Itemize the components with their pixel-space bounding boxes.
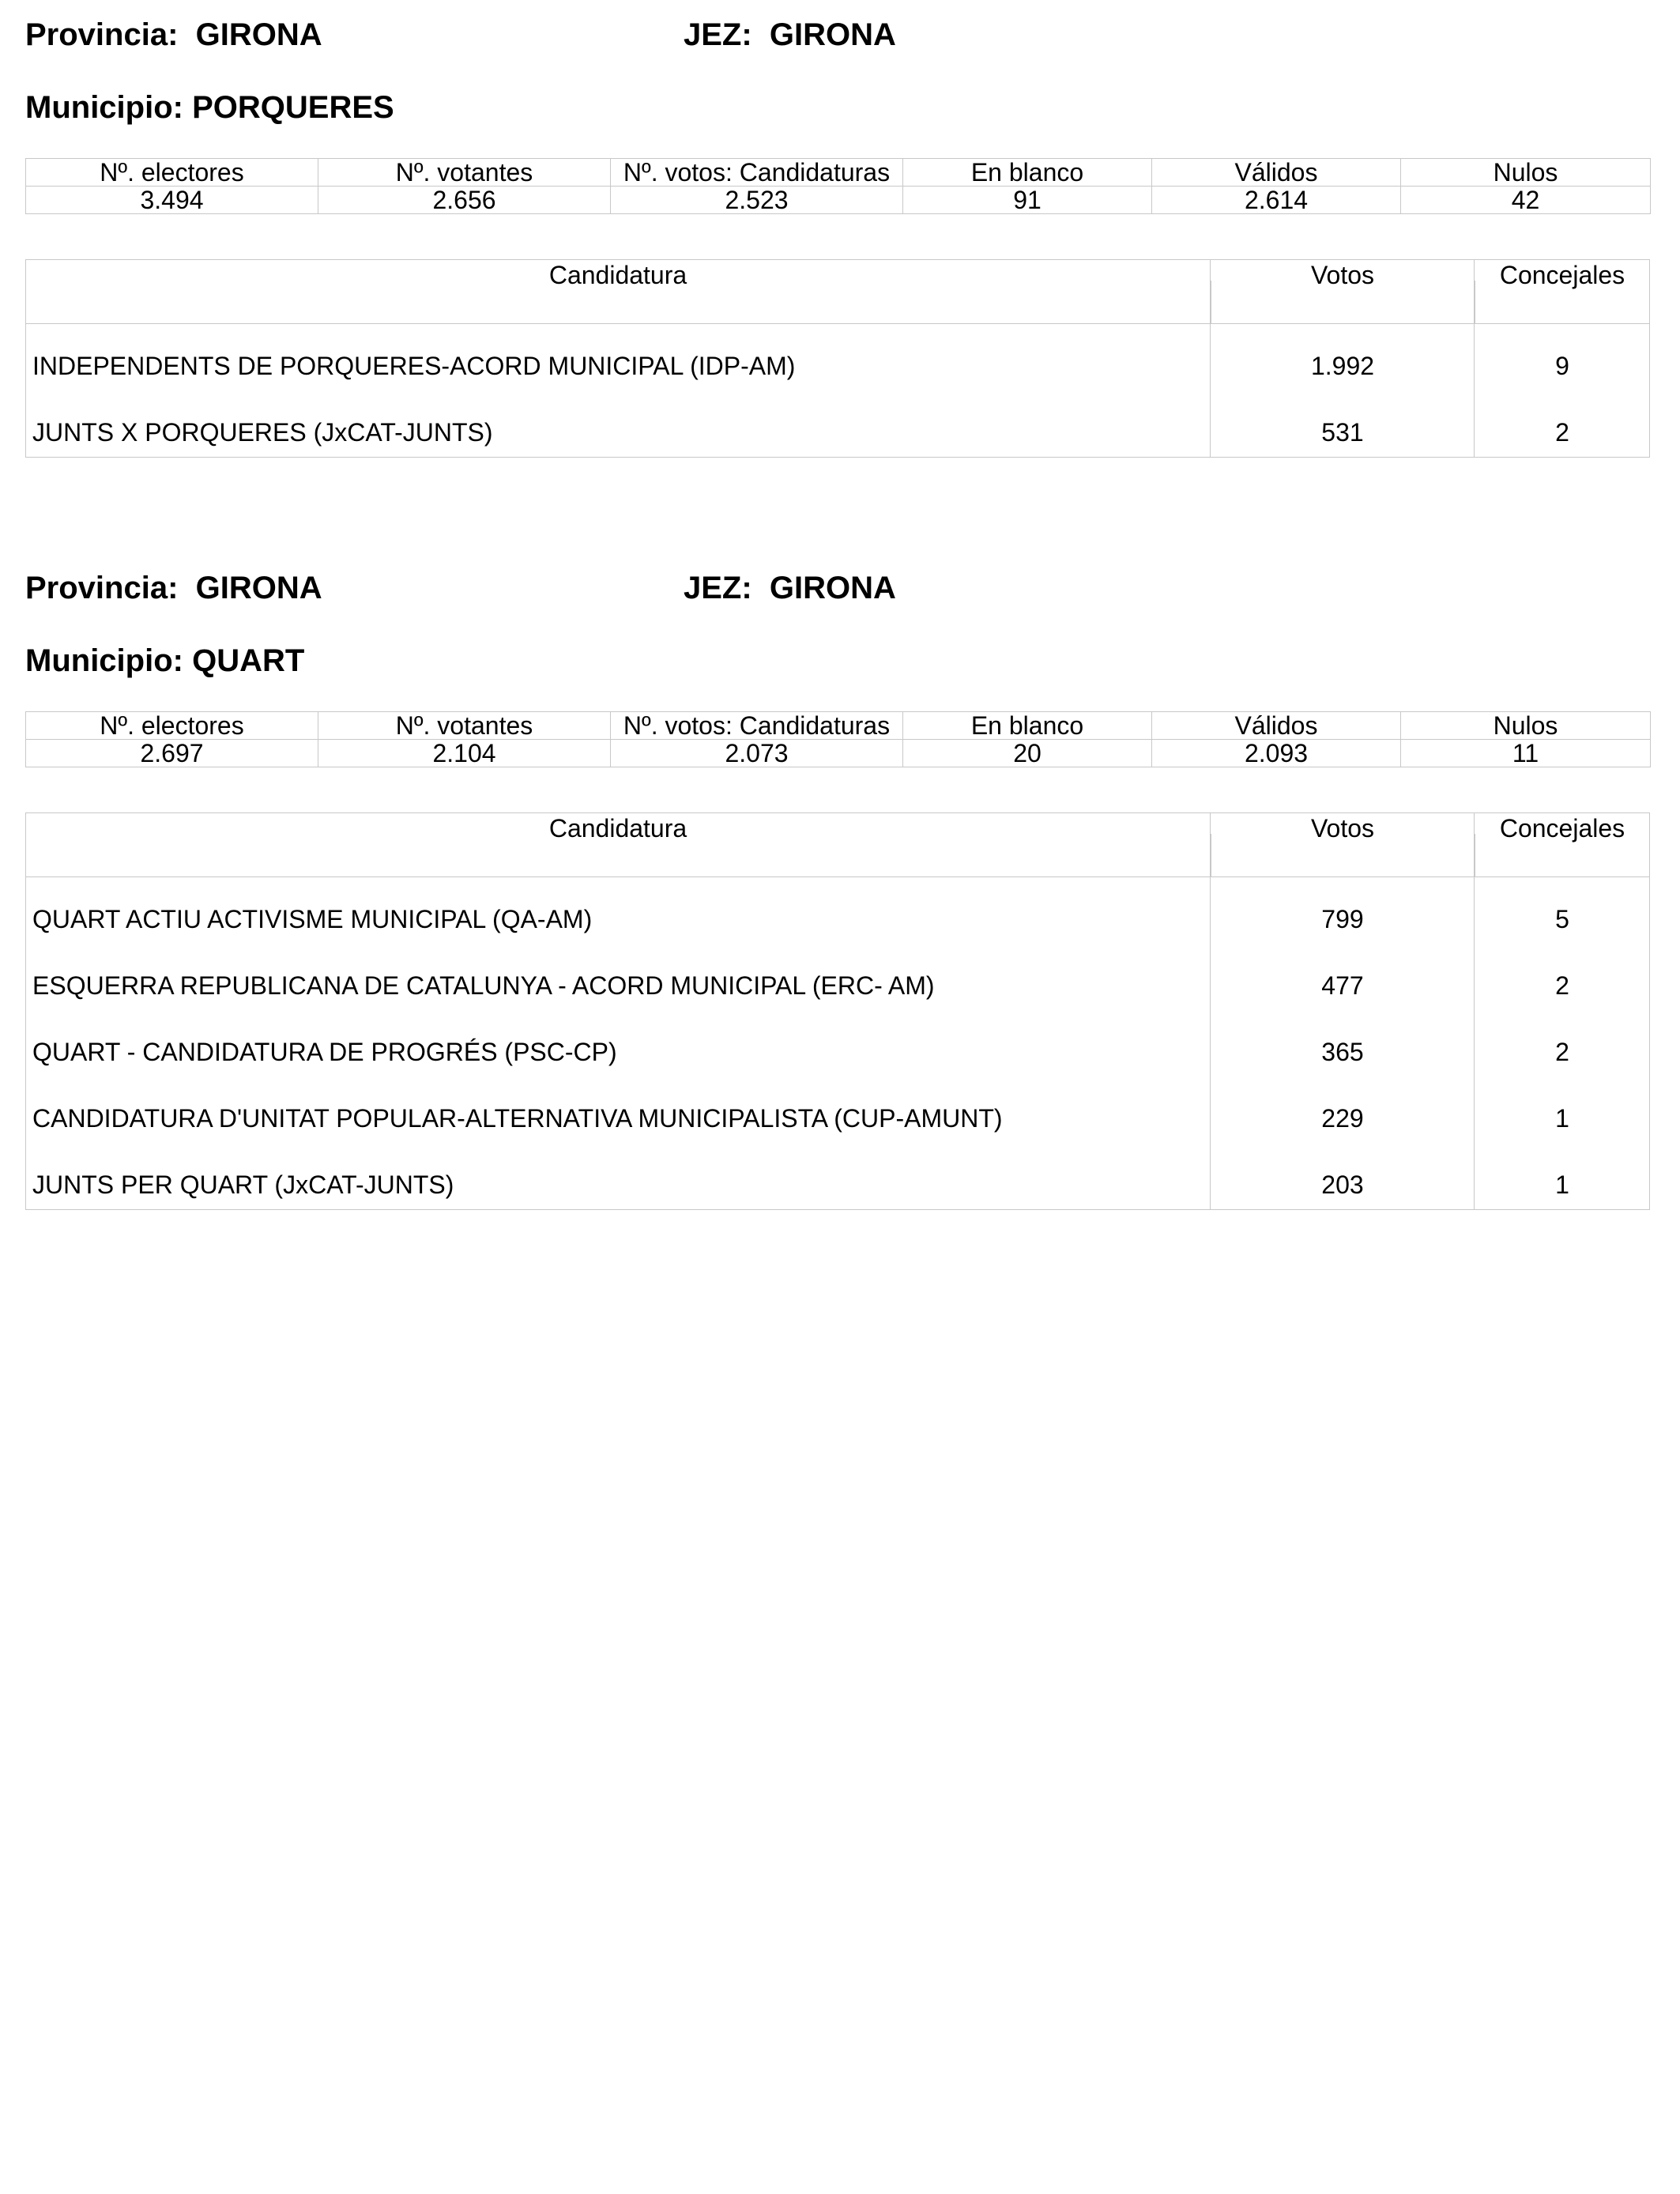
candidatura-votos: 229: [1321, 1104, 1364, 1133]
jez-line: [684, 16, 896, 54]
candidaturas-body: [26, 887, 1649, 1209]
candidaturas-table: [25, 812, 1650, 1210]
jez-label: JEZ:: [684, 571, 752, 605]
stats-header-cell: Nº. electores: [26, 159, 318, 187]
candidaturas-table: [25, 259, 1650, 458]
table-row: [26, 887, 1649, 953]
candidatura-votos: 531: [1321, 418, 1364, 447]
municipio-value: QUART: [192, 643, 305, 678]
stats-table: [25, 711, 1651, 767]
municipio-line: [25, 89, 394, 126]
jez-value: GIRONA: [769, 571, 896, 605]
table-row: [26, 1086, 1649, 1152]
municipio-label: Municipio:: [25, 643, 183, 678]
candidaturas-body: [26, 334, 1649, 457]
stats-header-cell: Nº. votos: Candidaturas: [611, 159, 903, 187]
provincia-line: [25, 569, 322, 607]
stats-header-cell: Válidos: [1152, 159, 1401, 187]
candidatura-name: INDEPENDENTS DE PORQUERES-ACORD MUNICIPAL (IDP-AM): [32, 352, 796, 380]
candidaturas-header: [26, 260, 1649, 324]
stats-value-cell: 91: [903, 187, 1152, 214]
stats-header-cell: Nº. votantes: [318, 159, 611, 187]
provincia-label: Provincia:: [25, 571, 179, 605]
jez-value: GIRONA: [769, 17, 896, 52]
candidaturas-header: [26, 813, 1649, 877]
stats-header-cell: Nº. votos: Candidaturas: [611, 712, 903, 740]
stats-header-cell: En blanco: [903, 712, 1152, 740]
candidatura-votos: 1.992: [1310, 352, 1375, 380]
table-row: [26, 953, 1649, 1020]
candidatura-concejales: 1: [1555, 1104, 1569, 1133]
jez-label: JEZ:: [684, 17, 752, 52]
stats-header-row: [26, 159, 1651, 187]
header-candidatura: Candidatura: [548, 814, 687, 843]
candidatura-votos: 203: [1321, 1171, 1364, 1199]
stats-value-cell: 2.104: [318, 740, 611, 767]
municipio-line: [25, 642, 304, 680]
candidatura-concejales: 1: [1555, 1171, 1569, 1199]
candidatura-name: CANDIDATURA D'UNITAT POPULAR-ALTERNATIVA MUNICIPALISTA (CUP-AMUNT): [32, 1104, 1003, 1133]
table-row: [26, 400, 1649, 457]
table-row: [26, 1020, 1649, 1086]
candidatura-concejales: 2: [1555, 1038, 1569, 1066]
stats-value-cell: 2.697: [26, 740, 318, 767]
candidatura-votos: 477: [1321, 971, 1364, 1000]
stats-value-cell: 2.523: [611, 187, 903, 214]
header-candidatura: Candidatura: [548, 261, 687, 289]
candidatura-votos: 799: [1321, 905, 1364, 933]
stats-header-cell: Nº. votantes: [318, 712, 611, 740]
candidatura-concejales: 2: [1555, 418, 1569, 447]
candidatura-name: ESQUERRA REPUBLICANA DE CATALUNYA - ACORD MUNICIPAL (ERC- AM): [32, 971, 935, 1000]
candidatura-name: JUNTS PER QUART (JxCAT-JUNTS): [32, 1171, 454, 1199]
stats-header-cell: Válidos: [1152, 712, 1401, 740]
stats-value-cell: 2.656: [318, 187, 611, 214]
provincia-value: GIRONA: [195, 17, 322, 52]
candidatura-concejales: 9: [1555, 352, 1569, 380]
stats-table: [25, 158, 1651, 214]
jez-line: [684, 569, 896, 607]
stats-value-cell: 3.494: [26, 187, 318, 214]
stats-header-cell: Nº. electores: [26, 712, 318, 740]
candidatura-votos: 365: [1321, 1038, 1364, 1066]
header-votos: Votos: [1310, 814, 1375, 843]
candidatura-concejales: 5: [1555, 905, 1569, 933]
table-row: [26, 1152, 1649, 1209]
provincia-value: GIRONA: [195, 571, 322, 605]
candidatura-name: QUART ACTIU ACTIVISME MUNICIPAL (QA-AM): [32, 905, 593, 933]
stats-header-row: [26, 712, 1651, 740]
provincia-line: [25, 16, 322, 54]
stats-value-row: [26, 187, 1651, 214]
stats-value-cell: 11: [1401, 740, 1651, 767]
stats-header-cell: Nulos: [1401, 712, 1651, 740]
stats-value-row: [26, 740, 1651, 767]
candidatura-concejales: 2: [1555, 971, 1569, 1000]
municipio-value: PORQUERES: [192, 90, 394, 125]
municipio-label: Municipio:: [25, 90, 183, 125]
stats-header-cell: Nulos: [1401, 159, 1651, 187]
candidatura-name: JUNTS X PORQUERES (JxCAT-JUNTS): [32, 418, 493, 447]
stats-value-cell: 2.093: [1152, 740, 1401, 767]
stats-value-cell: 2.073: [611, 740, 903, 767]
candidatura-name: QUART - CANDIDATURA DE PROGRÉS (PSC-CP): [32, 1038, 617, 1066]
table-row: [26, 334, 1649, 400]
stats-value-cell: 2.614: [1152, 187, 1401, 214]
header-votos: Votos: [1310, 261, 1375, 289]
header-concejales: Concejales: [1499, 261, 1625, 289]
stats-value-cell: 20: [903, 740, 1152, 767]
stats-header-cell: En blanco: [903, 159, 1152, 187]
provincia-label: Provincia:: [25, 17, 179, 52]
stats-value-cell: 42: [1401, 187, 1651, 214]
header-concejales: Concejales: [1499, 814, 1625, 843]
